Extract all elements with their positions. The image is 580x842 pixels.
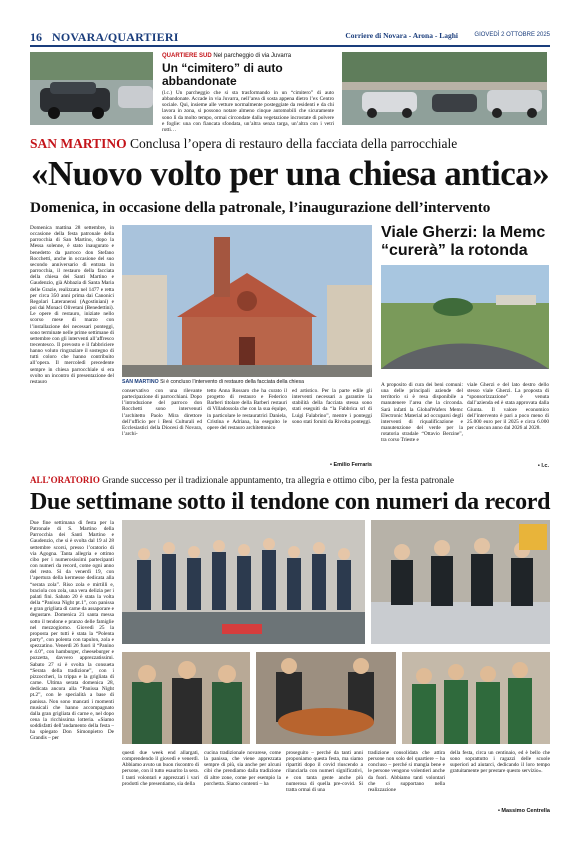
main-kicker-text: Conclusa l’opera di restauro della facciata della parrocchiale xyxy=(130,136,458,151)
side-title: Viale Gherzi: la Memc “curerà” la rotonda xyxy=(381,224,546,259)
page-number: 16 xyxy=(30,30,42,44)
top-body: (l.c.) Un parcheggio che si sta trasformando in un “cimitero” di auto abbandonate. Accade in via Juvarra, nell’area di sosta appena dietro l’ex Centro sociale. Qui, insieme alle vetture normalmente posteggiate da residenti e da chi lavora in zona, si possono notare almeno cinque automobili che sicuramente sono lì da molto tempo, ormai circondate dalla vegetazione incrostate di polvere e foglie: una con fiancata sfondata, un’altra senza targa, un’altra con i vetri rotti… xyxy=(162,90,334,133)
issue-date: GIOVEDÌ 2 OTTOBRE 2025 xyxy=(474,32,550,38)
oratorio-title: Due settimane sotto il tendone con numeri da record xyxy=(30,489,551,515)
side-col1: A proposito di cura dei beni comuni: una delle principali aziende del territorio si è resa disponibile a manutenere l’area che la circonda. Sarà infatti la GlobalWafers Memc Electronic Material ad occuparsi degli interventi di riqualificazione e manutenzione del verde per la rotatoria stradale “Ottavio Berzine”, tra corso Trieste e xyxy=(381,382,463,444)
side-col2: viale Gherzi e del lato destro dello stesso viale Gherzi. La proposta di “sponsorizzazione” è venuta dall’azienda ed è stata approvata dalla Giunta. Il valore economico dell’intervento è pari a poco meno di 25.000 euro per il 2025 e circa 6.000 per ciascun anno dal 2026 al 2028. xyxy=(467,382,549,432)
top-title: Un “cimitero” di auto abbandonate xyxy=(162,61,283,88)
abandoned-car-photo-left xyxy=(30,52,153,125)
main-kicker-label: SAN MARTINO xyxy=(30,136,127,151)
main-author: • Emilio Ferraris xyxy=(330,462,372,468)
oratorio-col5: tradizione consolidata che attira persone non solo del quartiere – ha concluso – perché si mangia bene e le persone vengono volentieri anche da fuori. Abbiamo tanti volontari che ci supportano nella realizzazione xyxy=(368,750,445,793)
church-photo-caption xyxy=(122,379,372,385)
main-col2: conservativo con una rilevante partecipazione di parrocchiani. Dopo l’introduzione del parroco don Rocchetti sono intervenuti l’architetto Paolo Mira direttore dell’ufficio per i Beni Culturali ed Ecclesiastici della Diocesi di Novara, l’archi- xyxy=(122,388,202,438)
side-author: • l.c. xyxy=(537,463,549,469)
kitchen-team-photo xyxy=(402,652,550,744)
top-kicker-label: QUARTIERE SUD xyxy=(162,53,212,59)
porchetta-photo xyxy=(256,652,396,744)
oratorio-author: • Massimo Centrella xyxy=(497,808,550,814)
church-photo xyxy=(122,225,372,377)
church-caption-text: Si è concluso l’intervento di restauro della facciata della chiesa xyxy=(160,379,304,385)
oratorio-col3: cucina tradizionale novarese, come la panissa, che viene apprezzata sempre di più, sia anche per alcuni cibi che prendiamo dalla tradizione di altre zone, come per esempio la porchetta. Siamo contenti – ha xyxy=(204,750,281,787)
main-col1: Domenica mattina 28 settembre, in occasione della festa patronale della parrocchia di San Martino, dopo la Messa solenne, è stato inaugurato e benedetto da parroco don Stefano Rocchetti, anche in occasione del suo secondo anniversario di entrata in parrocchia, il restauro della facciata della chiesa dei Santi Martino e Gaudenzio, già Abbazia di Santa Maria delle Grazie, realizzata nel 1477 e retta per circa 350 anni prima dai Canonici Regolari Lateranensi (Agostiniani) e poi dai Monaci Olivetani (Benedettini). Le opere di restauro, iniziate nello scorso mese di marzo con l’installazione dei necessari ponteggi, sono terminate nelle prime settimane di settembre con gli interventi all’affresco trecentesco. Il prevosto e il fabbriciere hanno voluto ringraziare il sostegno di tutti coloro che hanno contribuito all’opera. Il mercoledì precedente sempre in chiesa parrocchiale si era svolto un incontro di presentazione del restauro xyxy=(30,225,114,385)
oratorio-kicker xyxy=(30,475,550,486)
oratorio-kicker-label: ALL’ORATORIO xyxy=(30,475,100,485)
main-col4: ed artistico. Per la parte edile gli interventi necessari a garantire la stabilità della facciata stessa sono stati eseguiti da “la Fabbrica srl di Luigi Falabrino”, mentre i ponteggi sono stati forniti da Rivolta ponteggi. xyxy=(292,388,372,425)
volunteers-photo xyxy=(371,520,550,644)
main-col3: tetto Anna Rossaro che ha curato il progetto di restauro e Federico Barberi titolare della Barberi restauri di Villadossola che con la sua équipe, in particolare le restauratrici Daniela, Cristina e Adriana, ha eseguito le opere del restauro architettonico xyxy=(207,388,287,431)
top-kicker-text: Nel parcheggio di via Juvarra xyxy=(213,53,292,59)
oratorio-kicker-text: Grande successo per il tradizionale appuntamento, tra allegria e ottimo cibo, per la festa patronale xyxy=(102,475,454,485)
oratorio-col4: proseguito – perché da tanti anni proponiamo questa festa, ma siamo ripartiti dopo il covid riuscendo a rilanciarla con numeri significativi, e con tanta gente anche più numerosa di quella pre-covid. Si tratta ormai di una xyxy=(286,750,363,793)
main-kicker xyxy=(30,136,550,152)
main-subtitle: Domenica, in occasione della patronale, l’inaugurazione dell’intervento xyxy=(30,199,491,216)
page-header xyxy=(30,31,550,47)
newspaper-name: Corriere di Novara - Arona - Laghi xyxy=(345,31,458,40)
section-title: NOVARA/QUARTIERI xyxy=(52,30,179,44)
oratorio-col1: Due fine settimana di festa per la Patronale di S. Martino della Parrocchia dei Santi Martino e Gaudenzio, che si è svolta dal 19 al 28 settembre scorsi, presso l’oratorio di via Agogna. Tanta allegria e ottimo cibo per i numerosissimi partecipanti con numeri da record, come ogni anno del resto. Si da venerdì 19, con l’apertura della kermesse dedicata alla “serata zola”. Riso zola e mirtilli e, braciola con zola, una vera delizia per i palati fini. Sabato 20 è stata la volta della “Panissa Night pt.1”, con panissa e gran grigliata di carne da assaporare e degustare. Domenica 21 santa messa sotto il tendone e pranzo delle famiglie nel mezzogiorno. Giovedì 25 la proposta per tutti è stata la “Polenta party”, con polenta con tapulon, zola e spezzatino. Venerdì 26 fuori il “Panino e 4.0”, con hamburger, cheeseburger e pozzetta, davvero apprezzatissimi. Sabato 27 si è svolta la consueta “Serata della tradizione”, con i pizzoccheri, la trippa e la grigliata di carne. Ultima serata domenica 28, dedicata ancora alla “Panissa Night pt.2”, con le specialità a base di panissa. Non sono mancati i momenti musicali che hanno accompagnato dalla gran grigliata di carne e, nel dopo cena la ricchissima lotteria. «Siamo soddisfatti dell’andamento della festa – ha spiegato Don Simonpietro De Grandis – per xyxy=(30,520,114,742)
group-photo xyxy=(122,520,365,644)
main-title: «Nuovo volto per una chiesa antica» xyxy=(31,154,549,193)
oratorio-col6: della festa, circa un centinaio, ed è bello che sono soprattutto i ragazzi delle scuole superiori ad aiutarci, dedicando il loro tempo gratuitamente per prestare questo servizio». xyxy=(450,750,550,775)
top-story xyxy=(162,52,334,133)
cooks-photo xyxy=(122,652,250,744)
roundabout-photo xyxy=(381,265,549,369)
abandoned-car-photo-right xyxy=(342,52,547,125)
oratorio-col2: questi due week end allargati, comprendendo il giovedì e venerdì. Abbiamo avuto un buon riscontro di persone, con il tutto esaurito la sera. I tanti volontari e apprezzati i vari prodotti che presentiamo, sia della xyxy=(122,750,199,787)
church-caption-label: SAN MARTINO xyxy=(122,379,159,385)
